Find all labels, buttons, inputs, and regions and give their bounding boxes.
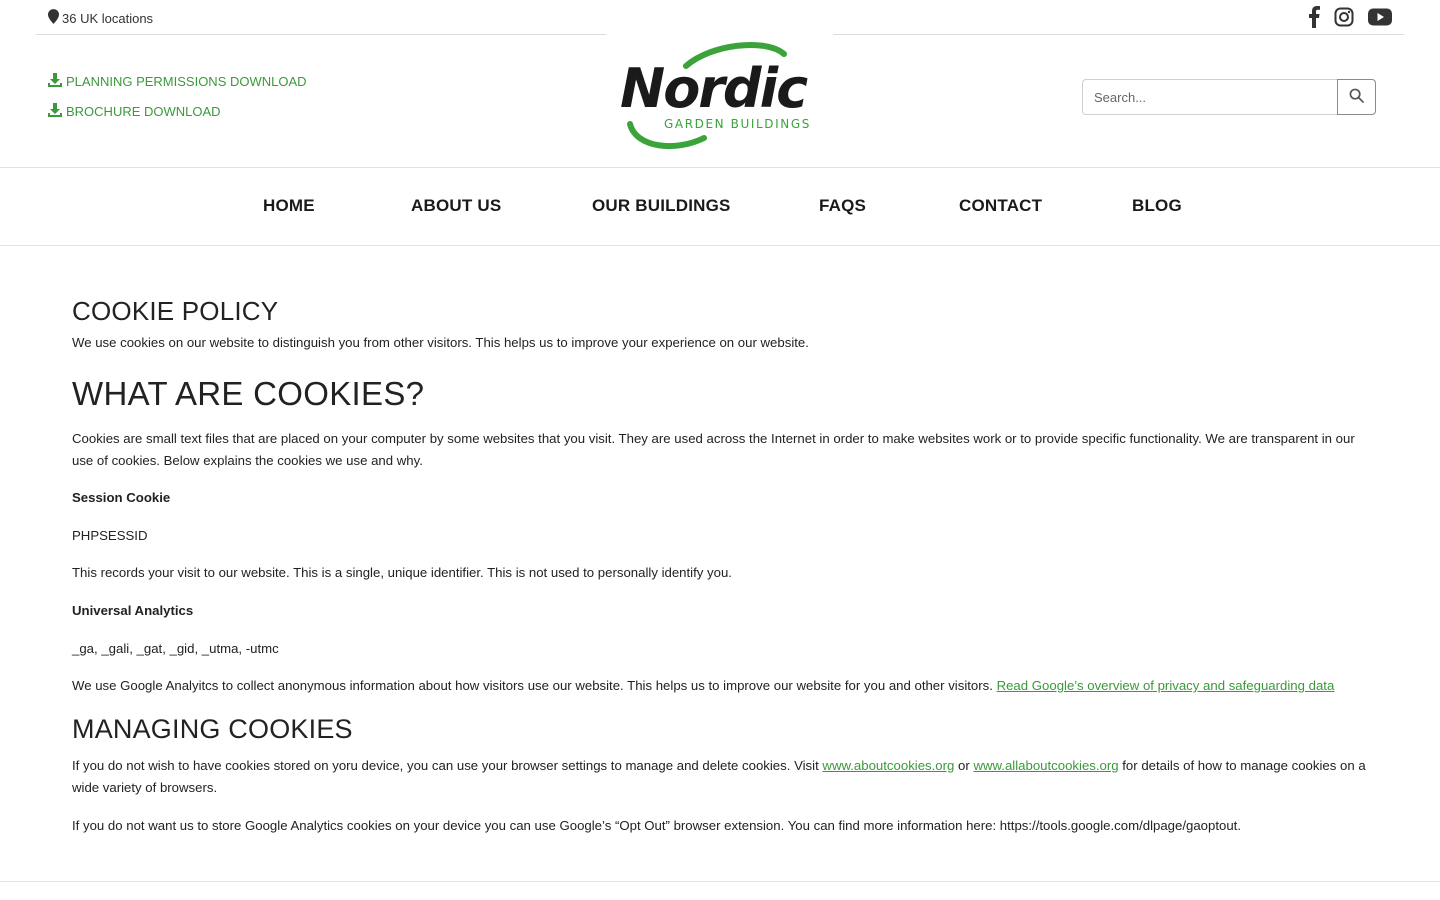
search-button[interactable] (1337, 79, 1376, 115)
nav-item-blog[interactable]: BLOG (1132, 196, 1182, 215)
page-title: COOKIE POLICY (72, 296, 279, 326)
locations-text: 36 UK locations (62, 10, 154, 26)
nav-item-faqs[interactable]: FAQS (819, 196, 867, 215)
managing-text-1: If you do not wish to have cookies stored on yoru device, you can use your browser settings to manage and delete cookies. Visit (72, 758, 819, 773)
instagram-icon[interactable] (1334, 7, 1354, 27)
search-input[interactable] (1082, 79, 1337, 115)
download-label: PLANNING PERMISSIONS DOWNLOAD (66, 73, 307, 89)
analytics-cookie-names: _ga, _gali, _gat, _gid, _utma, -utmc (72, 641, 279, 656)
nav-item-home[interactable]: HOME (263, 196, 315, 215)
analytics-text-block (72, 675, 1372, 697)
brochure-download-link[interactable] (48, 102, 307, 120)
opt-out-text: If you do not want us to store Google Analytics cookies on your device you can use Google’s “Opt Out” browser extension. You can find more information here: https://tools.google.com/dlpage/gaoptout. (72, 818, 1241, 833)
managing-or: or (958, 758, 970, 773)
locations-info[interactable] (48, 9, 153, 27)
what-are-cookies-text: Cookies are small text files that are placed on your computer by some websites that you visit. They are used across the Internet in order to make websites work or to provide specific functionality. We are transparent in our use of cookies. Below explains the cookies we use and why. (72, 431, 1355, 468)
downloads-list (48, 72, 307, 132)
aboutcookies-link[interactable]: www.aboutcookies.org (822, 758, 955, 773)
nav-item-about-us[interactable]: ABOUT US (411, 196, 502, 215)
download-icon (48, 73, 62, 90)
managing-cookies-text-block (72, 755, 1372, 799)
session-cookie-name: PHPSESSID (72, 528, 148, 543)
what-are-cookies-heading: WHAT ARE COOKIES? (72, 375, 425, 412)
nav-item-our-buildings[interactable]: OUR BUILDINGS (592, 196, 731, 215)
youtube-icon[interactable] (1368, 8, 1392, 26)
search-icon (1349, 88, 1364, 106)
logo-wordmark: Nordic (620, 57, 807, 120)
footer-divider (0, 881, 1440, 882)
logo-subtitle: GARDEN BUILDINGS (664, 117, 811, 131)
analytics-text: We use Google Analyitcs to collect anonymous information about how visitors use our website. This helps us to improve our website for you and other visitors. (72, 678, 993, 693)
social-links (1308, 6, 1392, 28)
google-privacy-link[interactable]: Read Google’s overview of privacy and safeguarding data (996, 678, 1335, 693)
nav-item-contact[interactable]: CONTACT (959, 196, 1043, 215)
managing-cookies-heading: MANAGING COOKIES (72, 714, 353, 744)
allaboutcookies-link[interactable]: www.allaboutcookies.org (973, 758, 1119, 773)
download-label: BROCHURE DOWNLOAD (66, 103, 221, 119)
map-pin-icon (48, 9, 59, 27)
analytics-heading: Universal Analytics (72, 603, 194, 618)
main-nav (0, 167, 1440, 246)
top-divider-right (833, 34, 1404, 35)
planning-permissions-download-link[interactable] (48, 72, 307, 90)
download-icon (48, 103, 62, 120)
cookie-policy-content (72, 292, 1372, 837)
top-divider-left (36, 34, 606, 35)
search-form (1082, 79, 1376, 115)
site-logo[interactable] (616, 40, 824, 152)
session-cookie-heading: Session Cookie (72, 490, 171, 505)
managing-text-2: for details of how to manage cookies on a wide variety of browsers. (72, 758, 1366, 795)
intro-text: We use cookies on our website to distinguish you from other visitors. This helps us to improve your experience on our website. (72, 335, 809, 350)
top-bar (0, 0, 1440, 36)
session-cookie-text: This records your visit to our website. This is a single, unique identifier. This is not used to personally identify you. (72, 565, 732, 580)
facebook-icon[interactable] (1308, 6, 1320, 28)
